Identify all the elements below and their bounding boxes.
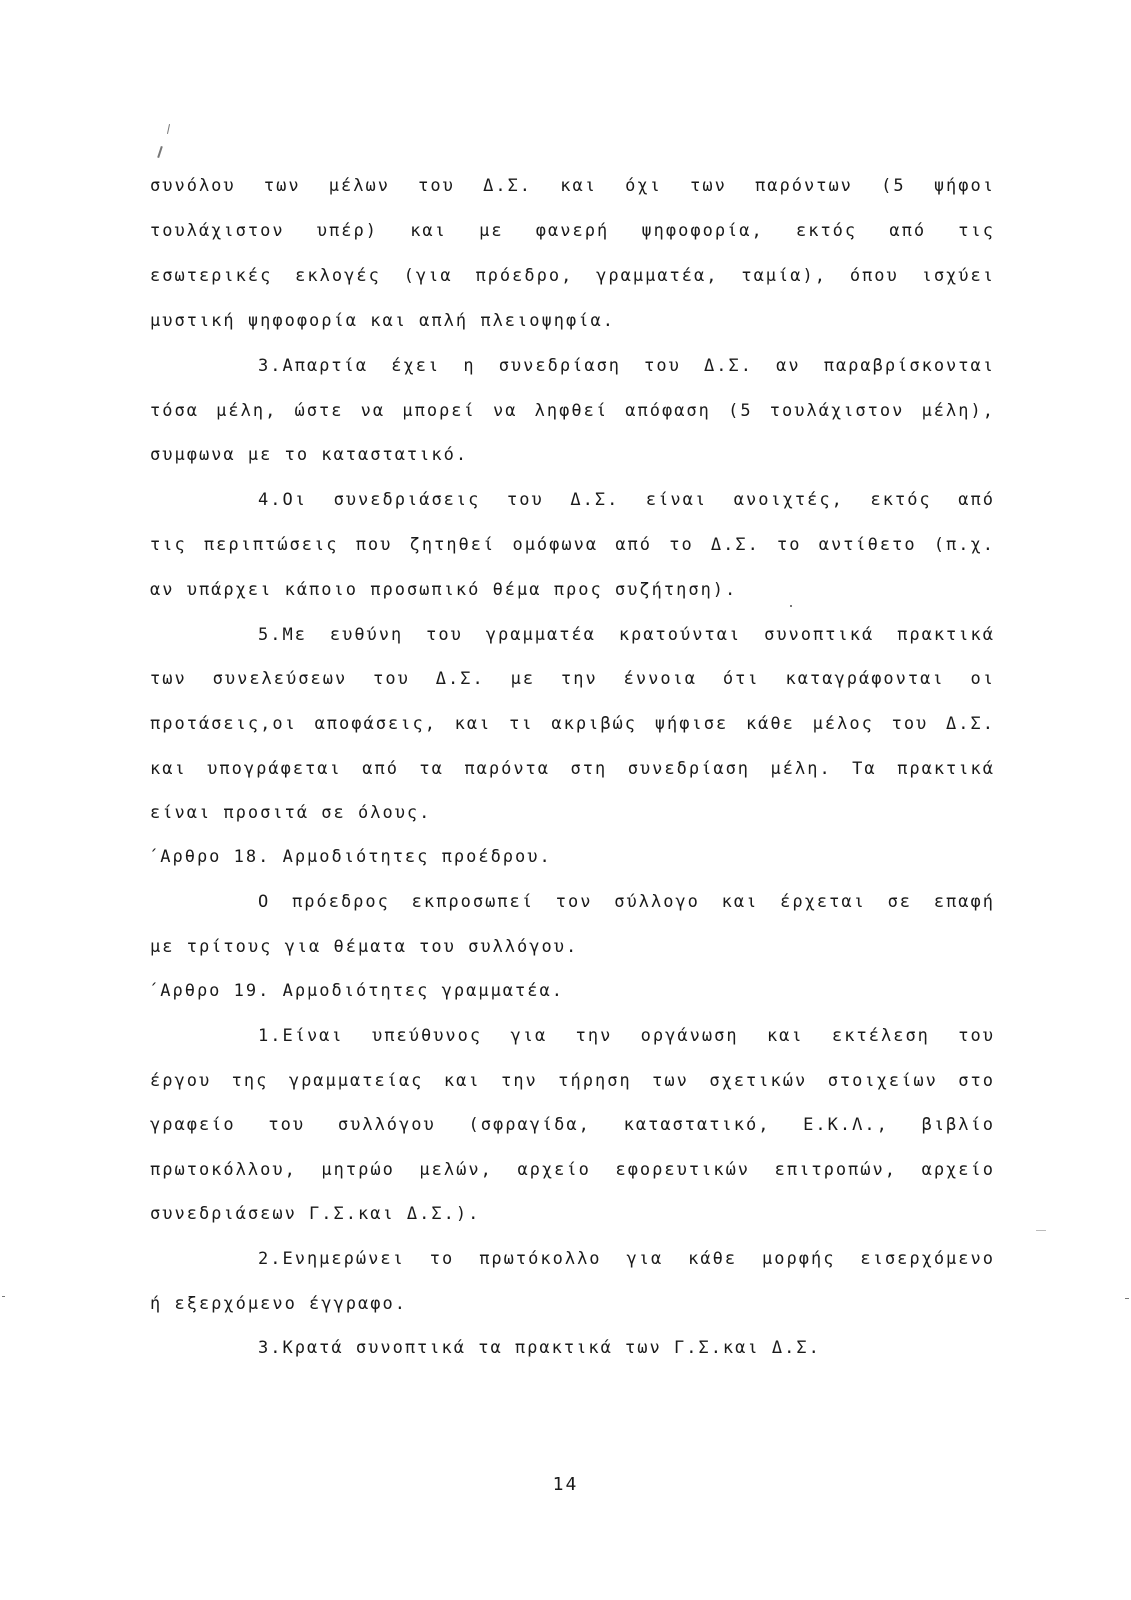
article-18-heading: ΄Αρθρο 18. Αρμοδιότητες προέδρου.: [148, 847, 552, 867]
scan-speck: [790, 605, 792, 607]
text-line: τόσα μέλη, ώστε να μπορεί να ληφθεί απόφαση (5 τουλάχιστον μέλη),: [150, 401, 995, 421]
text-line: προτάσεις,οι αποφάσεις, και τι ακριβώς ψήφισε κάθε μέλος του Δ.Σ.: [150, 714, 995, 734]
text-line: έργου της γραμματείας και την τήρηση των σχετικών στοιχείων στο: [150, 1071, 995, 1091]
paragraph-start-line: 3.Απαρτία έχει η συνεδρίαση του Δ.Σ. αν παραβρίσκονται: [258, 356, 995, 376]
scan-speck: [1036, 1230, 1046, 1231]
text-line: συνεδριάσεων Γ.Σ.και Δ.Σ.).: [150, 1204, 481, 1224]
scan-speck: [1125, 1298, 1129, 1299]
text-line: αν υπάρχει κάποιο προσωπικό θέμα προς συζήτηση).: [150, 580, 738, 600]
text-line: πρωτοκόλλου, μητρώο μελών, αρχείο εφορευτικών επιτροπών, αρχείο: [150, 1160, 995, 1180]
text-line: μυστική ψηφοφορία και απλή πλειοψηφία.: [150, 311, 615, 331]
scan-speck: [167, 124, 170, 134]
text-line: τουλάχιστον υπέρ) και με φανερή ψηφοφορία, εκτός από τις: [150, 221, 995, 241]
text-line: και υπογράφεται από τα παρόντα στη συνεδρίαση μέλη. Τα πρακτικά: [150, 759, 995, 779]
paragraph-start-line: 5.Με ευθύνη του γραμματέα κρατούνται συνοπτικά πρακτικά: [258, 625, 995, 645]
page-number: 14: [552, 1474, 579, 1495]
paragraph-start-line: 4.Οι συνεδριάσεις του Δ.Σ. είναι ανοιχτές, εκτός από: [258, 490, 995, 510]
text-line: συμφωνα με το καταστατικό.: [150, 445, 469, 465]
text-line: τις περιπτώσεις που ζητηθεί ομόφωνα από το Δ.Σ. το αντίθετο (π.χ.: [150, 535, 995, 555]
scan-speck: [157, 146, 163, 158]
article-19-heading: ΄Αρθρο 19. Αρμοδιότητες γραμματέα.: [148, 981, 564, 1001]
scan-speck: [2, 1296, 5, 1297]
text-line: των συνελεύσεων του Δ.Σ. με την έννοια ότι καταγράφονται οι: [150, 669, 995, 689]
paragraph-start-line: 2.Ενημερώνει το πρωτόκολλο για κάθε μορφής εισερχόμενο: [258, 1249, 995, 1269]
paragraph-start-line: 3.Κρατά συνοπτικά τα πρακτικά των Γ.Σ.και Δ.Σ.: [258, 1338, 821, 1358]
paragraph-start-line: 1.Είναι υπεύθυνος για την οργάνωση και εκτέλεση του: [258, 1026, 995, 1046]
text-line: γραφείο του συλλόγου (σφραγίδα, καταστατικό, Ε.Κ.Λ., βιβλίο: [150, 1115, 995, 1135]
text-line: με τρίτους για θέματα του συλλόγου.: [150, 937, 579, 957]
text-line: είναι προσιτά σε όλους.: [150, 803, 432, 823]
paragraph-start-line: Ο πρόεδρος εκπροσωπεί τον σύλλογο και έρχεται σε επαφή: [258, 892, 995, 912]
text-line: συνόλου των μέλων του Δ.Σ. και όχι των παρόντων (5 ψήφοι: [150, 176, 995, 196]
text-line: εσωτερικές εκλογές (για πρόεδρο, γραμματέα, ταμία), όπου ισχύει: [150, 266, 995, 286]
text-line: ή εξερχόμενο έγγραφο.: [150, 1294, 407, 1314]
